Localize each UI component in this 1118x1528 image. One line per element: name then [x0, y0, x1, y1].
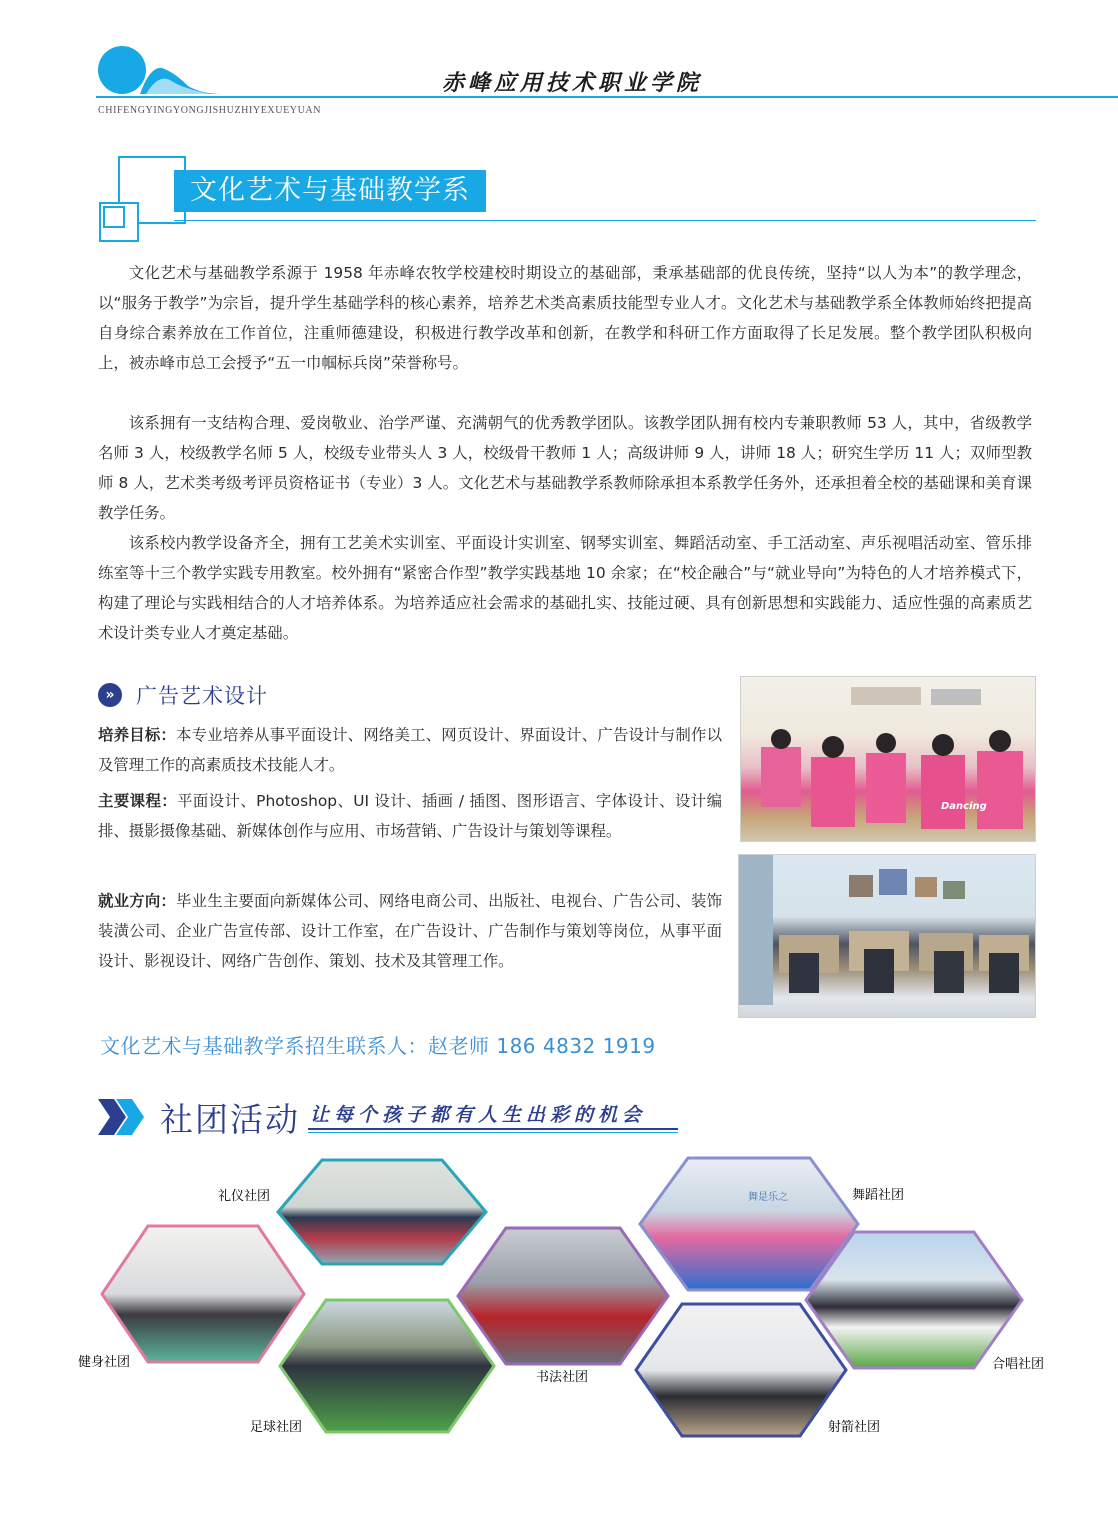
club-label-choir: 合唱社团	[992, 1357, 1045, 1372]
dance-banner-text: 舞是乐之	[748, 1192, 788, 1203]
header-divider	[96, 96, 1118, 98]
design-class-photo	[740, 676, 1036, 842]
club-label-archery: 射箭社团	[828, 1420, 881, 1435]
design-class-photo-illustration	[741, 677, 1035, 841]
college-name: 赤峰应用技术职业学院	[442, 70, 703, 96]
club-label-football: 足球社团	[250, 1420, 303, 1435]
sketch-class-photo-illustration	[739, 855, 1035, 1017]
career-text: 毕业生主要面向新媒体公司、网络电商公司、出版社、电视台、广告公司、装饰装潢公司、企业广告宣传部、设计工作室，在广告设计、广告制作与策划等岗位，从事平面设计、影视设计、网络广告创作、策划、技术及其管理工作。	[98, 892, 722, 970]
club-label-dance: 舞蹈社团	[852, 1188, 905, 1203]
club-label-calligraphy: 书法社团	[536, 1370, 589, 1385]
college-logo-swoosh	[140, 58, 222, 98]
double-arrow-icon	[96, 1097, 146, 1137]
facilities-paragraph: 该系校内教学设备齐全，拥有工艺美术实训室、平面设计实训室、钢琴实训室、舞蹈活动室、手工活动室、声乐视唱活动室、管乐排练室等十三个教学实践专用教室。校外拥有“紧密合作型”教学实践基地 10 余家；在“校企融合”与“就业导向”为特色的人才培养模式下，构建了理论与实践相结合的人才培养体系。为培养适应社会需求的基础扎实、技能过硬、具有创新思想和实践能力、适应性强的高素质艺术设计类专业人才奠定基础。	[98, 534, 1032, 642]
courses-label: 主要课程：	[98, 792, 178, 810]
admissions-contact: 文化艺术与基础教学系招生联系人：赵老师 186 4832 1919	[100, 1034, 656, 1058]
slogan-underline-accent	[308, 1132, 678, 1133]
sketch-class-photo	[738, 854, 1036, 1018]
college-pinyin: CHIFENGYINGYONGJISHUZHIYEXUEYUAN	[98, 105, 322, 116]
slogan-underline	[308, 1128, 678, 1130]
shirt-text: Dancing	[941, 801, 987, 812]
team-paragraph: 该系拥有一支结构合理、爱岗敬业、治学严谨、充满朝气的优秀教学团队。该教学团队拥有校内专兼职教师 53 人，其中，省级教学名师 3 人，校级教学名师 5 人，校级专业带头人 3 人，校级骨干教师 1 人；高级讲师 9 人，讲师 18 人；研究生学历 11 人；双师型教师 8 人，艺术类考级考评员资格证书（专业）3 人。文化艺术与基础教学系教师除承担本系教学任务外，还承担着全校的基础课和美育课教学任务。	[98, 414, 1032, 522]
program-goal	[98, 720, 722, 780]
intro-paragraph: 文化艺术与基础教学系源于 1958 年赤峰农牧学校建校时期设立的基础部，秉承基础部的优良传统，坚持“以人为本”的教学理念，以“服务于教学”为宗旨，提升学生基础学科的核心素养，培养艺术类高素质技能型专业人才。文化艺术与基础教学系全体教师始终把提高自身综合素养放在工作首位，注重师德建设，积极进行教学改革和创新，在教学和科研工作方面取得了长足发展。整个教学团队积极向上，被赤峰市总工会授予“五一巾帼标兵岗”荣誉称号。	[98, 264, 1032, 372]
program-title: 广告艺术设计	[136, 684, 268, 708]
etiquette-club-hexagon	[278, 1160, 486, 1264]
section-decor-square-inner	[103, 206, 125, 228]
courses-text: 平面设计、Photoshop、UI 设计、插画 / 插图、图形语言、字体设计、设计编排、摄影摄像基础、新媒体创作与应用、市场营销、广告设计与策划等课程。	[98, 792, 722, 840]
program-courses	[98, 786, 722, 846]
club-hexagon-collage	[0, 1140, 1118, 1460]
fitness-club-hexagon	[102, 1226, 304, 1362]
choir-club-hexagon	[806, 1232, 1022, 1368]
college-logo-circle	[98, 46, 146, 94]
club-label-etiquette: 礼仪社团	[218, 1189, 271, 1204]
double-chevron-icon: »	[98, 683, 122, 707]
goal-label: 培养目标：	[98, 726, 177, 744]
calligraphy-club-hexagon	[458, 1228, 668, 1364]
section-title: 文化艺术与基础教学系	[174, 170, 486, 212]
clubs-slogan: 让每个孩子都有人生出彩的机会	[310, 1104, 647, 1126]
club-label-fitness: 健身社团	[78, 1355, 131, 1370]
section-underline	[174, 220, 1036, 221]
football-club-hexagon	[280, 1300, 494, 1432]
program-career	[98, 886, 722, 976]
goal-text: 本专业培养从事平面设计、网络美工、网页设计、界面设计、广告设计与制作以及管理工作的高素质技术技能人才。	[98, 726, 722, 774]
career-label: 就业方向：	[98, 892, 177, 910]
clubs-title: 社团活动	[160, 1100, 300, 1139]
archery-club-hexagon	[636, 1304, 846, 1436]
